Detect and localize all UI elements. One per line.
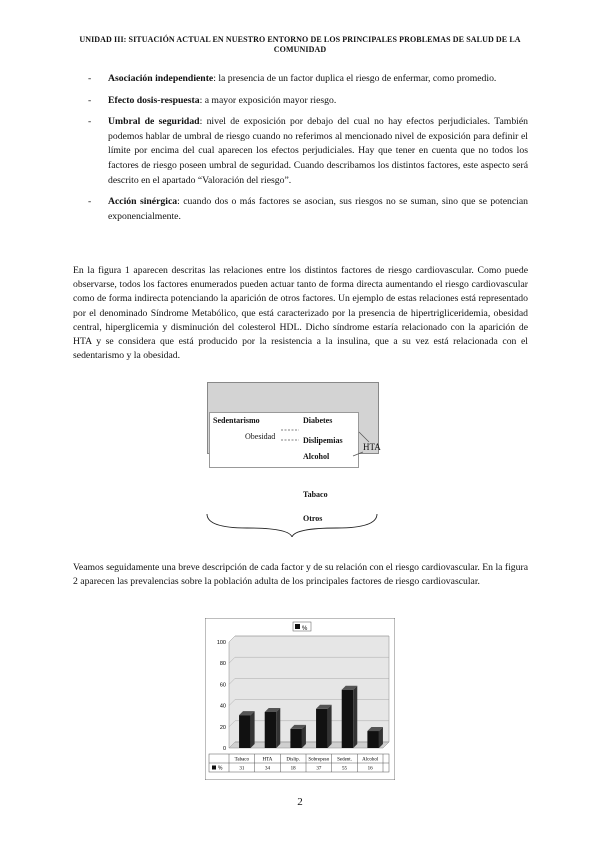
bullet-term: Umbral de seguridad [108,116,200,128]
x-category-label: Sobrepeso [308,757,330,763]
bullet-term: Acción sinérgica [108,196,178,208]
paragraph-figure2-intro: Veamos seguidamente una breve descripción de cada factor y de su relación con el riesgo cardiovascular. En la figura 2 aparecen las prevalencias sobre la población adulta de los principales factores de riesgo cardiovascular. [73,562,528,588]
data-table-value: 37 [316,766,322,772]
figure-2-prevalence-chart [205,618,395,780]
bar-side [276,708,280,748]
data-table-value: 31 [239,766,245,772]
bar-side [302,725,306,748]
bullet-text: : cuando dos o más factores se asocian, sus riesgos no se suman, sino que se potencian exponencialmente. [108,196,528,222]
definitions-list [88,72,528,231]
diagram-connectors [195,372,385,537]
curly-brace [207,514,377,537]
bar-front [265,712,277,748]
data-table-swatch [212,766,216,770]
data-table-value: 16 [367,766,373,772]
x-category-label: Tabaco [234,757,250,763]
legend-label: % [302,626,308,632]
bar-chart [205,618,395,780]
bar-front [316,709,328,748]
label-obesidad: Obesidad [245,432,276,441]
bullet-text: : nivel de exposición por debajo del cual no hay efectos perjudiciales. También podemos hablar de umbral de riesgo cuando no referimos al mencionado nivel de exposición para definir el límite por encima del cual aparecen los efectos perjudiciales. Hay que tener en cuenta que no todos los factores de riesgo poseen umbral de seguridad. Cuando describamos los distintos factores, este aspecto será descrito en el apartado “Valoración del riesgo”. [108,116,529,186]
y-tick-label: 20 [219,724,226,731]
list-item: - Asociación independiente: la presencia de un factor duplica el riesgo de enfermar, como promedio. [88,73,497,84]
figure-1-risk-factors-diagram [195,372,385,537]
page-header: UNIDAD III: SITUACIÓN ACTUAL EN NUESTRO ENTORNO DE LOS PRINCIPALES PROBLEMAS DE SALUD DE LA COMUNIDAD [79,35,521,54]
bar-front [367,731,379,748]
label-tabaco: Tabaco [303,490,328,499]
data-table-value: 55 [342,766,347,772]
bullet-text: : a mayor exposición mayor riesgo. [199,94,337,106]
label-sedentarismo: Sedentarismo [213,416,260,425]
x-category-label: HTA [262,757,273,763]
y-tick-label: 100 [216,640,226,646]
bullet-text: : la presencia de un factor duplica el riesgo de enfermar, como promedio. [213,73,497,84]
bar-side [251,711,255,748]
legend-swatch [295,624,300,629]
bar-front [239,715,251,748]
data-table-value: 18 [290,766,296,772]
list-item: - Acción sinérgica: cuando dos o más factores se asocian, sus riesgos no se suman, sino que se potencian exponencialmente. [88,196,528,222]
label-alcohol: Alcohol [303,452,330,461]
paragraph-figure1-intro: En la figura 1 aparecen descritas las relaciones entre los distintos factores de riesgo cardiovascular. Como puede observarse, todos los factores enumerados pueden actuar tanto de forma directa aumentando el riesgo cardiovascular como de forma indirecta potenciando la aparición de otros factores. Un ejemplo de estas relaciones está representado por el denominado Síndrome Metabólico, que está caracterizado por la presencia de hipertrigliceridemia, obesidad central, hiperglicemia y disminución del colesterol HDL. Dicho síndrome estaría relacionado con la aparición de HTA y se considera que está producido por la resistencia a la insulina, que a su vez está relacionada con el sedentarismo y la obesidad. [73,265,528,362]
page-number: 2 [297,796,303,808]
x-category-label: Alcohol [362,757,379,763]
y-tick-label: 40 [219,703,226,710]
bullet-term: Asociación independiente [108,73,214,84]
label-hta: HTA [363,442,381,452]
bar-side [328,705,332,748]
x-category-label: Dislip. [286,757,300,763]
x-category-label: Sedent. [337,757,352,763]
label-dislipemias: Dislipemias [303,436,343,445]
label-otros: Otros [303,514,323,523]
label-diabetes: Diabetes [303,416,333,425]
y-tick-label: 60 [219,682,226,689]
y-tick-label: 80 [219,661,226,668]
bar-side [353,686,357,748]
list-item: - Efecto dosis-respuesta: a mayor exposición mayor riesgo. [88,94,337,106]
y-tick-label: 0 [222,746,226,752]
bar-front [290,729,302,748]
data-table-value: 34 [265,766,270,772]
bullet-term: Efecto dosis-respuesta [108,94,200,106]
data-table-row-label: % [218,765,223,772]
bar-front [342,690,354,748]
list-item: - Umbral de seguridad: nivel de exposición por debajo del cual no hay efectos perjudiciales. También podemos hablar de umbral de riesgo cuando no referimos al mencionado nivel de exposición para definir el límite por encima del cual aparecen los efectos perjudiciales. Hay que tener en cuenta que no todos los factores de riesgo poseen umbral de seguridad. Cuando describamos los distintos factores, este aspecto será descrito en el apartado “Valoración del riesgo”. [88,116,529,186]
